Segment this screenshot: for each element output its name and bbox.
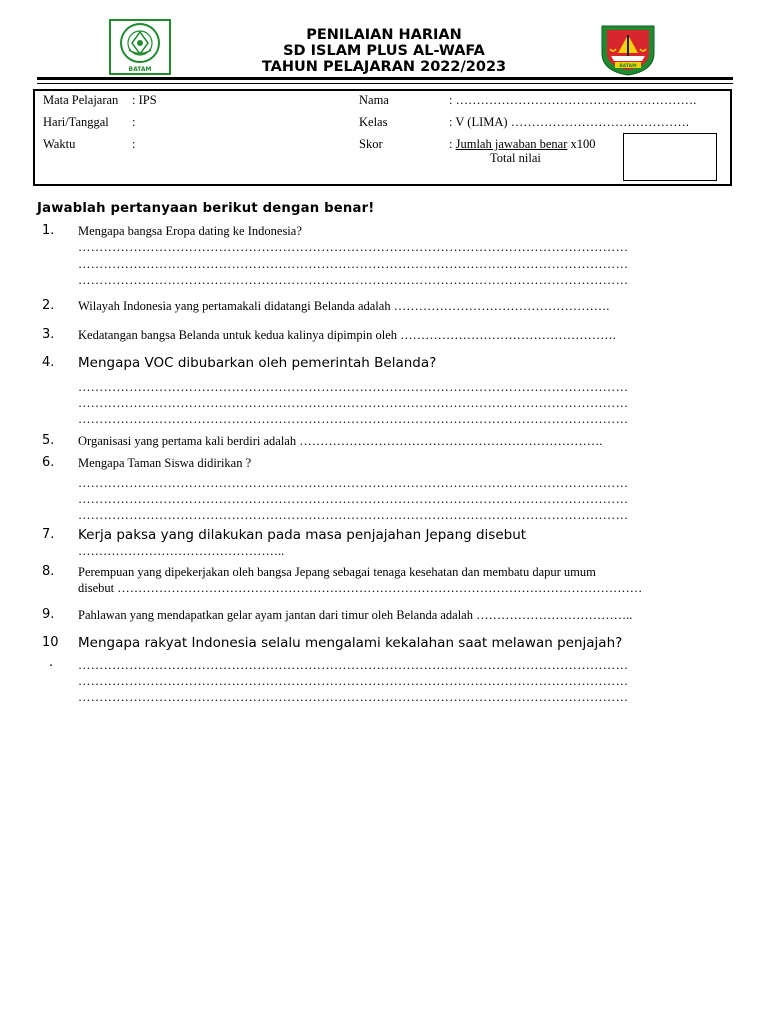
q3-number: 3.: [42, 327, 55, 342]
academic-year: TAHUN PELAJARAN 2022/2023: [261, 59, 507, 75]
q2-number: 2.: [42, 298, 55, 313]
header-divider-thin: [37, 83, 733, 84]
mapel-value: : IPS: [132, 93, 157, 107]
school-logo: [109, 19, 171, 75]
q1-text: Mengapa bangsa Eropa dating ke Indonesia?: [78, 224, 302, 238]
q10-number: 10: [42, 635, 59, 650]
q8-text: Perempuan yang dipekerjakan oleh bangsa Jepang sebagai tenaga kesehatan dan membatu dapur umum: [78, 565, 596, 579]
q4-answer-line: …………………………………………………………………………………………………………………: [78, 396, 629, 410]
q7-text: Kerja paksa yang dilakukan pada masa penjajahan Jepang disebut: [78, 527, 527, 543]
q10-number-period: .: [49, 655, 54, 670]
q1-answer-line: …………………………………………………………………………………………………………………: [78, 273, 629, 287]
q10-answer-line: …………………………………………………………………………………………………………………: [78, 690, 629, 704]
q9-text: Pahlawan yang mendapatkan gelar ayam jantan dari timur oleh Belanda adalah ………………………………..: [78, 608, 633, 622]
nama-label: Nama: [359, 93, 389, 107]
emblem-city-text: BATAM: [619, 64, 637, 69]
kelas-label: Kelas: [359, 115, 388, 129]
school-name: SD ISLAM PLUS AL-WAFA: [283, 43, 485, 59]
q9-number: 9.: [42, 607, 55, 622]
q3-text: Kedatangan bangsa Belanda untuk kedua kalinya dipimpin oleh …………………………………………….: [78, 328, 616, 342]
q1-answer-line: …………………………………………………………………………………………………………………: [78, 257, 629, 271]
q1-number: 1.: [42, 223, 55, 238]
q4-answer-line: …………………………………………………………………………………………………………………: [78, 380, 629, 394]
hari-value: :: [132, 115, 136, 129]
q10-text: Mengapa rakyat Indonesia selalu mengalami kekalahan saat melawan penjajah?: [78, 635, 623, 651]
q4-number: 4.: [42, 355, 55, 370]
waktu-label: Waktu: [43, 137, 76, 151]
skor-prefix: :: [449, 137, 456, 151]
header-divider-thick: [37, 77, 733, 80]
skor-label: Skor: [359, 137, 383, 151]
kelas-value: : V (LIMA) …………………………………….: [449, 115, 689, 129]
nama-field: : ………………………………………………….: [449, 93, 697, 107]
hari-label: Hari/Tanggal: [43, 115, 109, 129]
q6-number: 6.: [42, 455, 55, 470]
q7-answer-line: …………………………………………..: [78, 544, 285, 558]
instruction-text: Jawablah pertanyaan berikut dengan benar!: [37, 201, 375, 216]
skor-multiplier: x100: [567, 137, 596, 151]
q5-number: 5.: [42, 433, 55, 448]
q1-answer-line: …………………………………………………………………………………………………………………: [78, 240, 629, 254]
score-box: [623, 133, 717, 181]
mapel-label: Mata Pelajaran: [43, 93, 119, 107]
q6-text: Mengapa Taman Siswa didirikan ?: [78, 456, 252, 470]
waktu-value: :: [132, 137, 136, 151]
q8-number: 8.: [42, 564, 55, 579]
q4-answer-line: …………………………………………………………………………………………………………………: [78, 412, 629, 426]
q7-number: 7.: [42, 527, 55, 542]
q4-text: Mengapa VOC dibubarkan oleh pemerintah Belanda?: [78, 355, 437, 371]
q5-text: Organisasi yang pertama kali berdiri adalah ……………………………………………………………….: [78, 434, 603, 448]
exam-title: PENILAIAN HARIAN: [306, 27, 462, 43]
q6-answer-line: …………………………………………………………………………………………………………………: [78, 476, 629, 490]
q8-answer-line: disebut ………………………………………………………………………………………………………………: [78, 581, 643, 595]
q10-answer-line: …………………………………………………………………………………………………………………: [78, 674, 629, 688]
q10-answer-line: …………………………………………………………………………………………………………………: [78, 658, 629, 672]
q2-text: Wilayah Indonesia yang pertamakali didatangi Belanda adalah …………………………………………….: [78, 299, 610, 313]
logo-city-text: BATAM: [128, 66, 152, 73]
skor-formula: [449, 137, 596, 152]
skor-numerator: Jumlah jawaban benar: [455, 137, 568, 151]
city-emblem: [598, 23, 658, 77]
q6-answer-line: …………………………………………………………………………………………………………………: [78, 492, 629, 506]
q6-answer-line: …………………………………………………………………………………………………………………: [78, 508, 629, 522]
skor-denominator: Total nilai: [490, 151, 541, 165]
